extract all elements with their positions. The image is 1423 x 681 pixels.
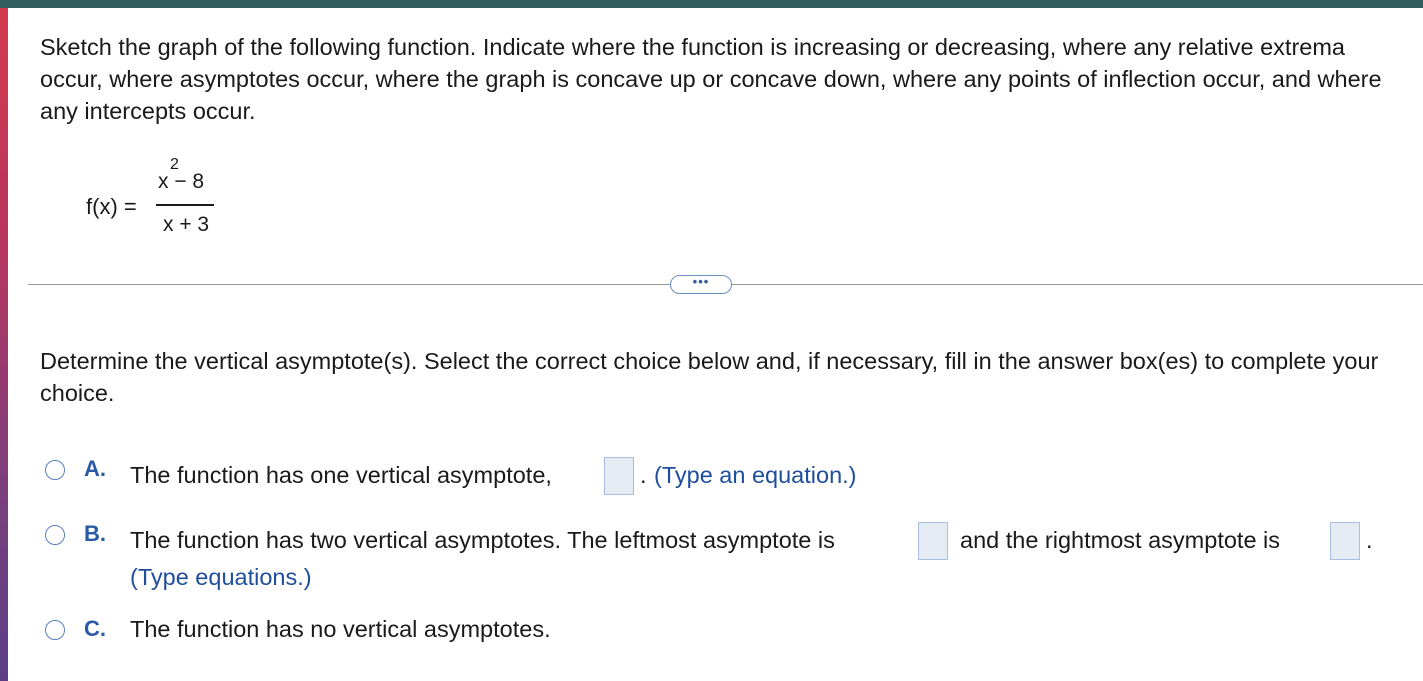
choice-b-text: The function has two vertical asymptotes. The leftmost asymptote is: [130, 527, 835, 553]
choice-a-text: The function has one vertical asymptote,: [130, 462, 552, 488]
choice-b-hint: (Type equations.): [130, 564, 312, 590]
expand-button[interactable]: •••: [670, 275, 732, 294]
top-bar: [0, 0, 1423, 8]
numerator: x − 8: [158, 170, 205, 193]
choice-c-text: The function has no vertical asymptotes.: [130, 616, 551, 642]
fraction-bar: [156, 204, 214, 206]
choice-b-letter: B.: [84, 521, 106, 546]
part-prompt: Determine the vertical asymptote(s). Select the correct choice below and, if necessary, fill in the answer box(es) to complete your choice.: [40, 348, 1379, 406]
answer-box-b-right[interactable]: [1330, 522, 1360, 560]
choice-c-letter: C.: [84, 616, 106, 641]
left-accent-bar: [0, 8, 8, 681]
numerator-exponent: 2: [170, 156, 179, 173]
choice-a-letter: A.: [84, 456, 106, 481]
answer-box-a[interactable]: [604, 457, 634, 495]
radio-choice-b[interactable]: [45, 525, 65, 545]
radio-choice-a[interactable]: [45, 460, 65, 480]
function-label: f(x) =: [86, 194, 137, 219]
answer-box-b-left[interactable]: [918, 522, 948, 560]
question-instructions: Sketch the graph of the following function. Indicate where the function is increasing or decreasing, where any relative extrema occur, where asymptotes occur, where the graph is concave up or concave down, where any points of inflection occur, and where any intercepts occur.: [40, 34, 1382, 124]
denominator: x + 3: [163, 213, 210, 236]
choice-a-period: .: [640, 462, 647, 488]
choice-b-period: .: [1366, 527, 1373, 553]
function-formula: [86, 156, 286, 246]
choice-b-middle-text: and the rightmost asymptote is: [960, 527, 1281, 553]
choice-a-hint: (Type an equation.): [654, 462, 857, 488]
radio-choice-c[interactable]: [45, 620, 65, 640]
